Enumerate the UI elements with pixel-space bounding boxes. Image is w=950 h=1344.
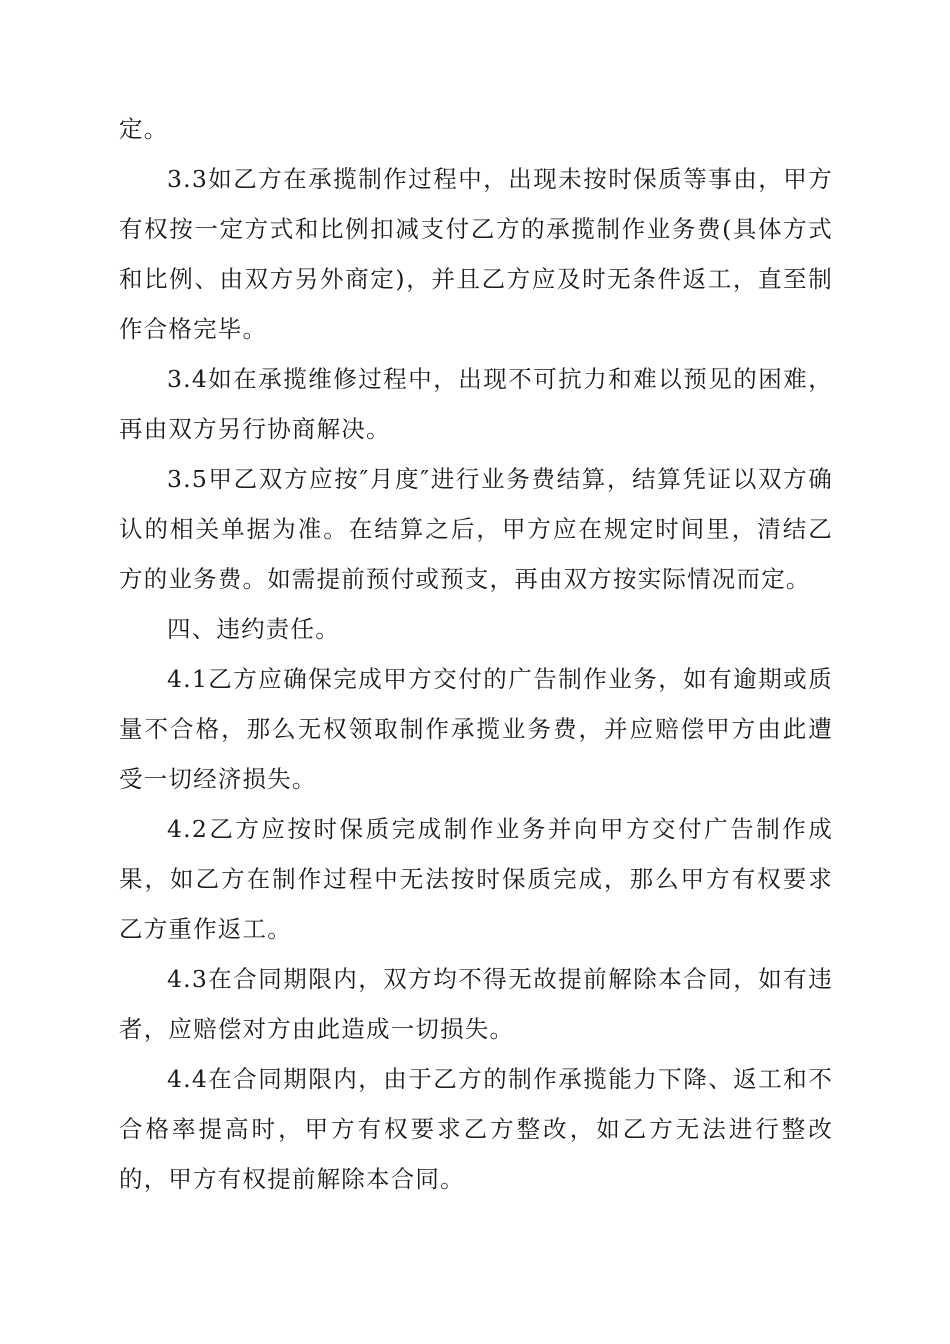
paragraph-clause-3-5: 3.5甲乙双方应按″月度″进行业务费结算，结算凭证以双方确认的相关单据为准。在结算之后，甲方应在规定时间里，清结乙方的业务费。如需提前预付或预支，再由双方按实际情况而定。 (119, 465, 833, 593)
paragraph-continuation: 定。 (119, 115, 169, 143)
paragraph-clause-4-1: 4.1乙方应确保完成甲方交付的广告制作业务，如有逾期或质量不合格，那么无权领取制作承揽业务费，并应赔偿甲方由此遭受一切经济损失。 (119, 665, 833, 793)
paragraph-clause-4-2: 4.2乙方应按时保质完成制作业务并向甲方交付广告制作成果，如乙方在制作过程中无法按时保质完成，那么甲方有权要求乙方重作返工。 (119, 815, 833, 943)
section-heading-breach-liability: 四、违约责任。 (167, 615, 340, 643)
paragraph-clause-3-4: 3.4如在承揽维修过程中，出现不可抗力和难以预见的困难，再由双方另行协商解决。 (119, 365, 833, 443)
paragraph-clause-4-4: 4.4在合同期限内，由于乙方的制作承揽能力下降、返工和不合格率提高时，甲方有权要求乙方整改，如乙方无法进行整改的，甲方有权提前解除本合同。 (119, 1065, 833, 1193)
paragraph-clause-4-3: 4.3在合同期限内，双方均不得无故提前解除本合同，如有违者，应赔偿对方由此造成一切损失。 (119, 965, 833, 1043)
paragraph-clause-3-3: 3.3如乙方在承揽制作过程中，出现未按时保质等事由，甲方有权按一定方式和比例扣减支付乙方的承揽制作业务费(具体方式和比例、由双方另外商定)，并且乙方应及时无条件返工，直至制作合格完毕。 (119, 165, 833, 343)
document-body (119, 104, 833, 1204)
